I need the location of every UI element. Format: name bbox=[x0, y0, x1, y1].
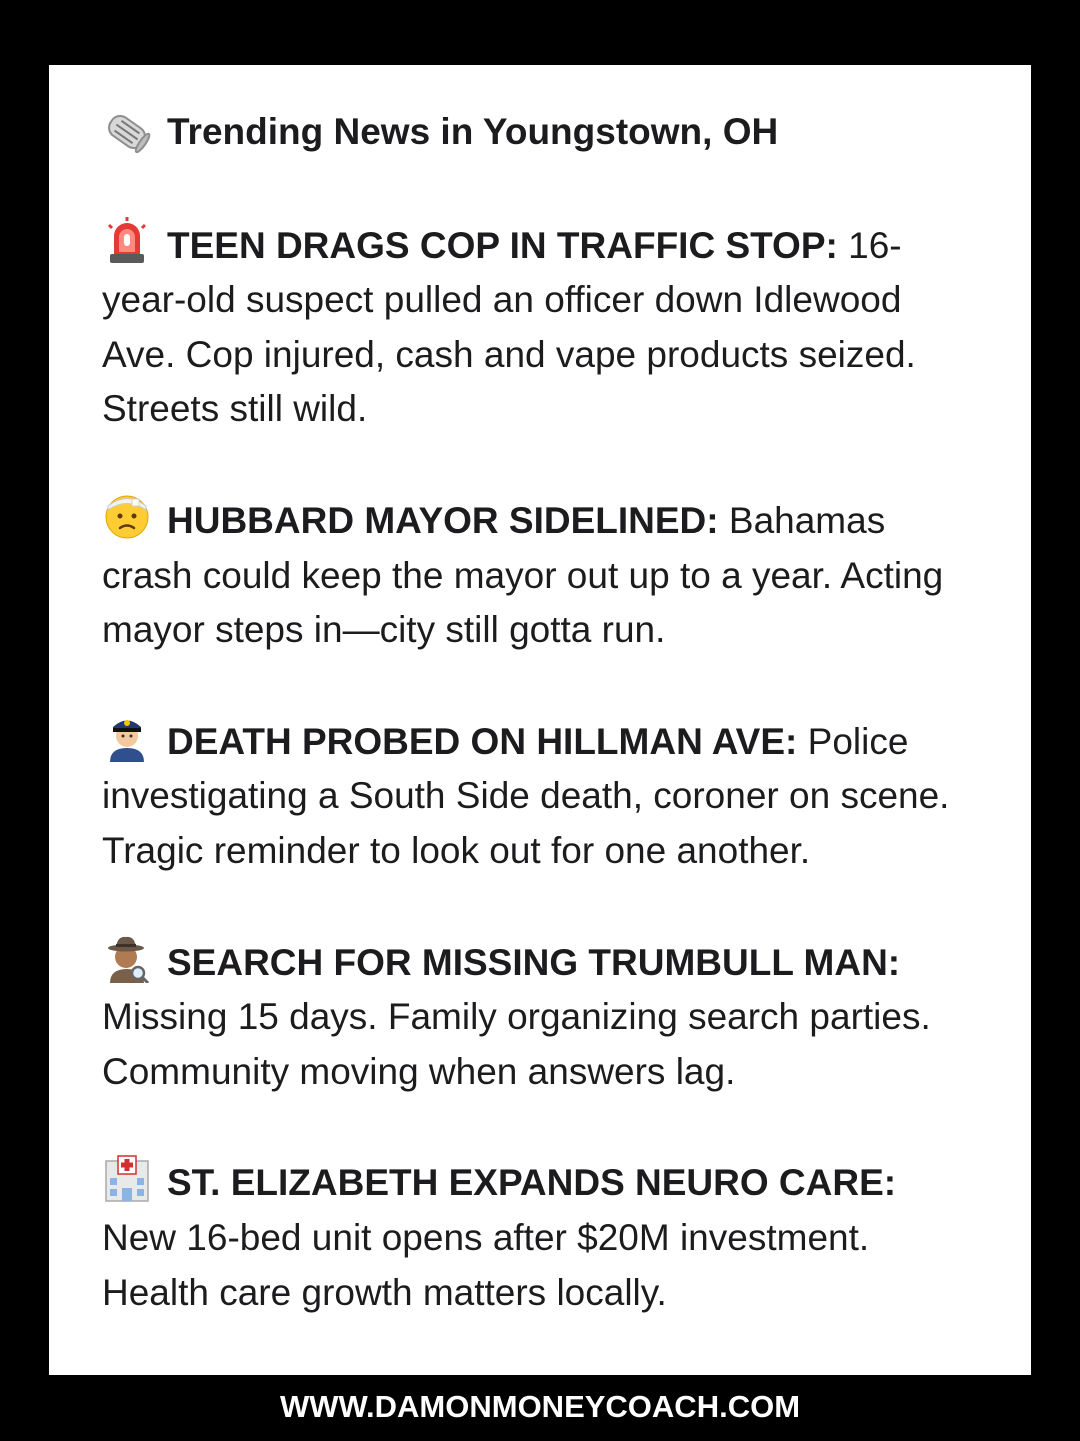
page-title: Trending News in Youngstown, OH bbox=[167, 111, 779, 152]
hospital-icon bbox=[102, 1153, 152, 1203]
police-light-icon bbox=[102, 216, 152, 266]
header bbox=[102, 105, 962, 160]
police-officer-icon bbox=[102, 712, 152, 762]
item-body: 16-year-old suspect pulled an officer down Idlewood Ave. Cop injured, cash and vape products seized. Streets still wild. bbox=[102, 224, 916, 430]
news-item bbox=[102, 491, 962, 658]
item-title: DEATH PROBED ON HILLMAN AVE: bbox=[167, 720, 798, 762]
news-item bbox=[102, 216, 962, 437]
face-with-head-bandage-icon bbox=[102, 491, 152, 541]
website-footer: WWW.DAMONMONEYCOACH.COM bbox=[279, 1389, 801, 1424]
news-item bbox=[102, 933, 962, 1100]
rolled-up-newspaper-icon bbox=[102, 107, 152, 157]
item-title: HUBBARD MAYOR SIDELINED: bbox=[167, 499, 719, 541]
item-body: Missing 15 days. Family organizing search parties. Community moving when answers lag. bbox=[102, 996, 931, 1092]
item-body: Police investigating a South Side death, coroner on scene. Tragic reminder to look out for one another. bbox=[102, 720, 950, 871]
news-card bbox=[49, 65, 1031, 1375]
news-content bbox=[102, 105, 962, 1374]
item-body: New 16-bed unit opens after $20M investment. Health care growth matters locally. bbox=[102, 1216, 870, 1313]
news-item bbox=[102, 712, 962, 879]
news-item bbox=[102, 1153, 962, 1320]
detective-icon bbox=[102, 933, 152, 983]
item-title: TEEN DRAGS COP IN TRAFFIC STOP: bbox=[167, 224, 838, 266]
item-title: ST. ELIZABETH EXPANDS NEURO CARE: bbox=[167, 1162, 897, 1204]
item-title: SEARCH FOR MISSING TRUMBULL MAN: bbox=[167, 941, 901, 983]
item-body: Bahamas crash could keep the mayor out up to a year. Acting mayor steps in—city still gotta run. bbox=[102, 499, 944, 651]
